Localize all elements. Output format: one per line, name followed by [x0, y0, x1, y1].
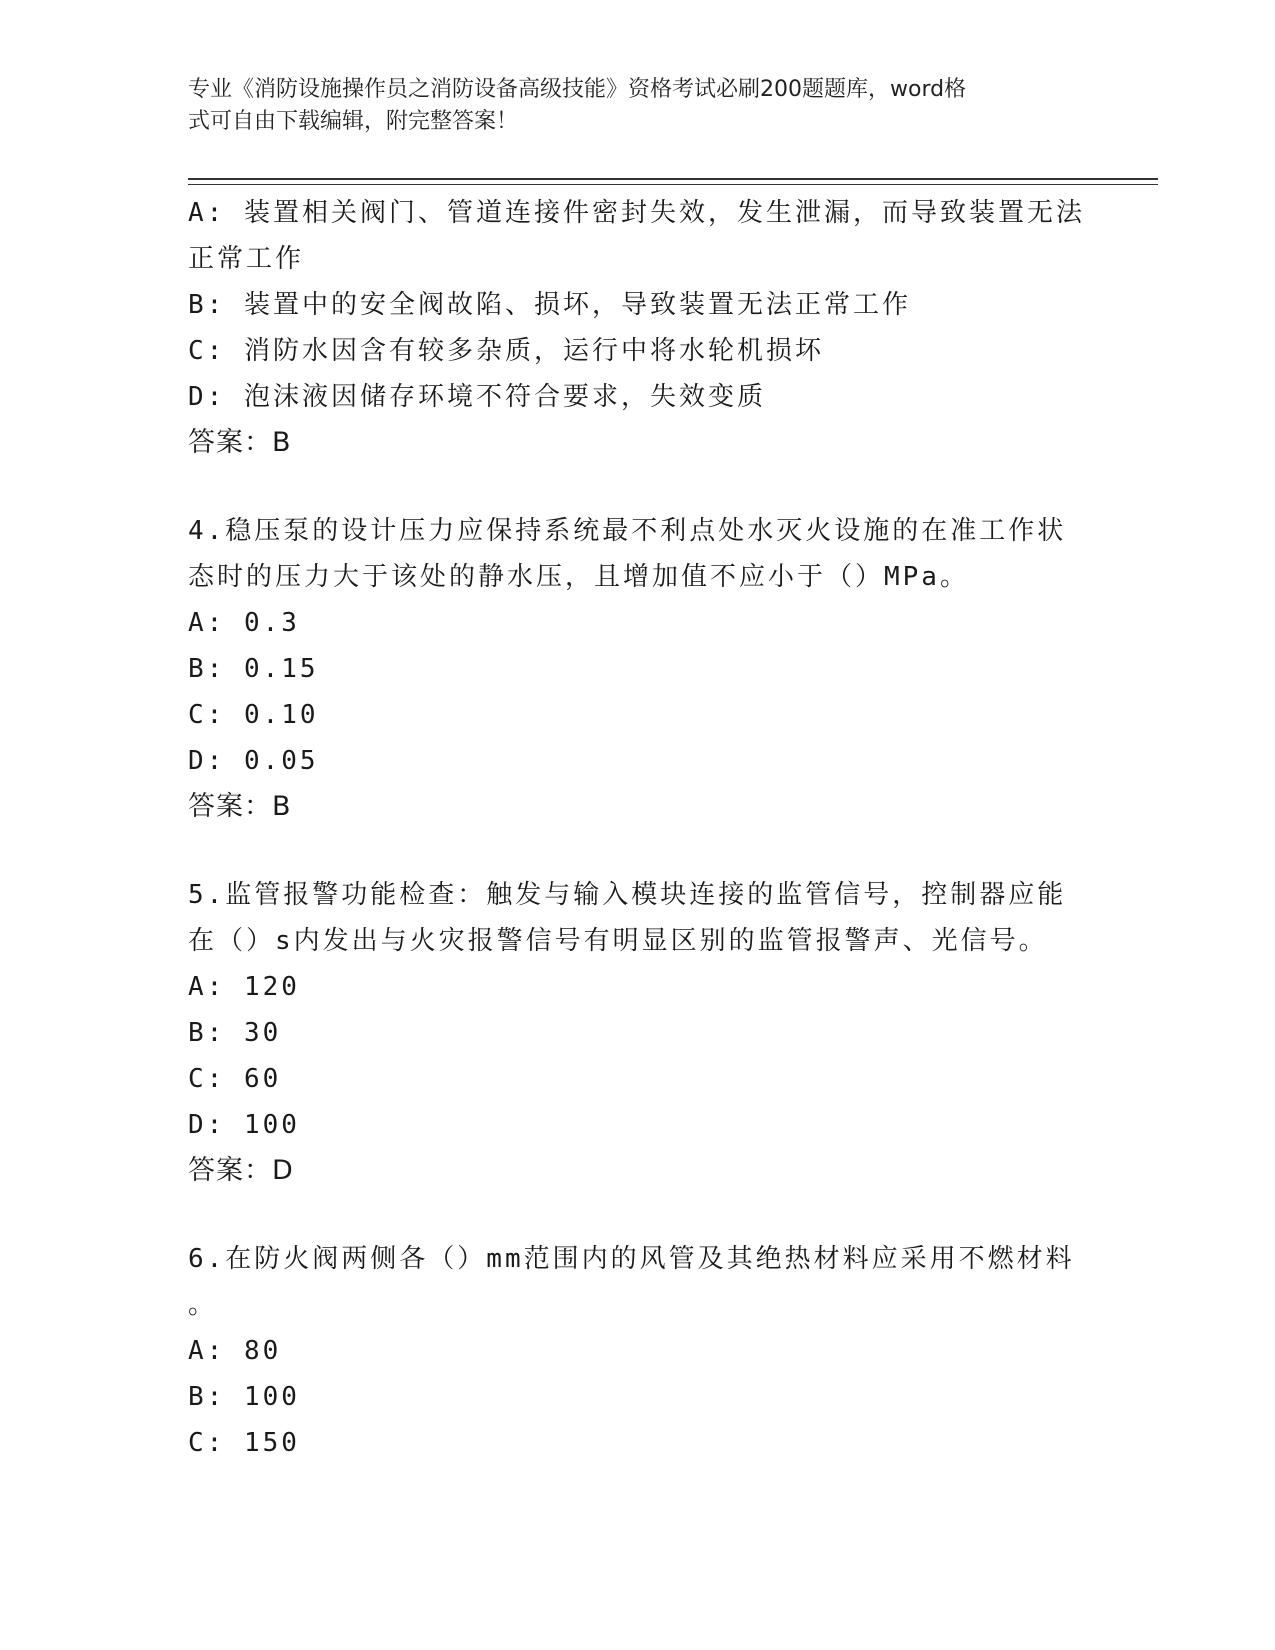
option-c: C: 0.10: [188, 700, 319, 730]
option-b: B: 100: [188, 1382, 300, 1412]
option-d: D: 泡沫液因储存环境不符合要求，失效变质: [188, 382, 766, 412]
question-list: [188, 190, 1085, 1466]
question-stem-line-1: 4.稳压泵的设计压力应保持系统最不利点处水灭火设施的在准工作状: [188, 516, 1067, 546]
question-4: [188, 508, 1078, 830]
answer-label: 答案：B: [188, 427, 292, 458]
option-d: D: 0.05: [188, 746, 319, 776]
option-b: B: 30: [188, 1018, 282, 1048]
option-d: D: 100: [188, 1110, 300, 1140]
option-a-line-2: 正常工作: [188, 244, 305, 274]
option-a: A: 120: [188, 972, 300, 1002]
answer-label: 答案：D: [188, 1155, 294, 1186]
question-stem-line-1: 5.监管报警功能检查：触发与输入模块连接的监管信号，控制器应能: [188, 880, 1067, 910]
option-a-line-1: A: 装置相关阀门、管道连接件密封失效，发生泄漏，而导致装置无法: [188, 198, 1085, 228]
document-header: [188, 74, 1078, 138]
question-5: [188, 872, 1078, 1194]
option-b: B: 0.15: [188, 654, 319, 684]
question-6: [188, 1236, 1078, 1466]
spacer: [188, 1194, 1078, 1236]
question-stem-line-1: 6.在防火阀两侧各（）mm范围内的风管及其绝热材料应采用不燃材料: [188, 1244, 1075, 1274]
question-stem-line-2: 态时的压力大于该处的静水压，且增加值不应小于（）MPa。: [188, 562, 969, 592]
option-c: C: 消防水因含有较多杂质，运行中将水轮机损坏: [188, 336, 824, 366]
question-3: [188, 190, 1085, 466]
option-c: C: 150: [188, 1428, 300, 1458]
header-line-1: 专业《消防设施操作员之消防设备高级技能》资格考试必刷200题题库，word格: [188, 77, 967, 102]
option-b: B: 装置中的安全阀故陷、损坏，导致装置无法正常工作: [188, 290, 911, 320]
answer-label: 答案：B: [188, 791, 292, 822]
option-a: A: 80: [188, 1336, 282, 1366]
option-c: C: 60: [188, 1064, 282, 1094]
question-stem-line-2: 。: [188, 1290, 218, 1320]
option-a: A: 0.3: [188, 608, 300, 638]
spacer: [188, 830, 1078, 872]
question-stem-line-2: 在（）s内发出与火灾报警信号有明显区别的监管报警声、光信号。: [188, 926, 1048, 956]
spacer: [188, 466, 1078, 508]
header-divider-thick: [188, 178, 1158, 180]
header-divider-thin: [188, 184, 1158, 185]
header-line-2: 式可自由下载编辑，附完整答案！: [188, 109, 519, 134]
